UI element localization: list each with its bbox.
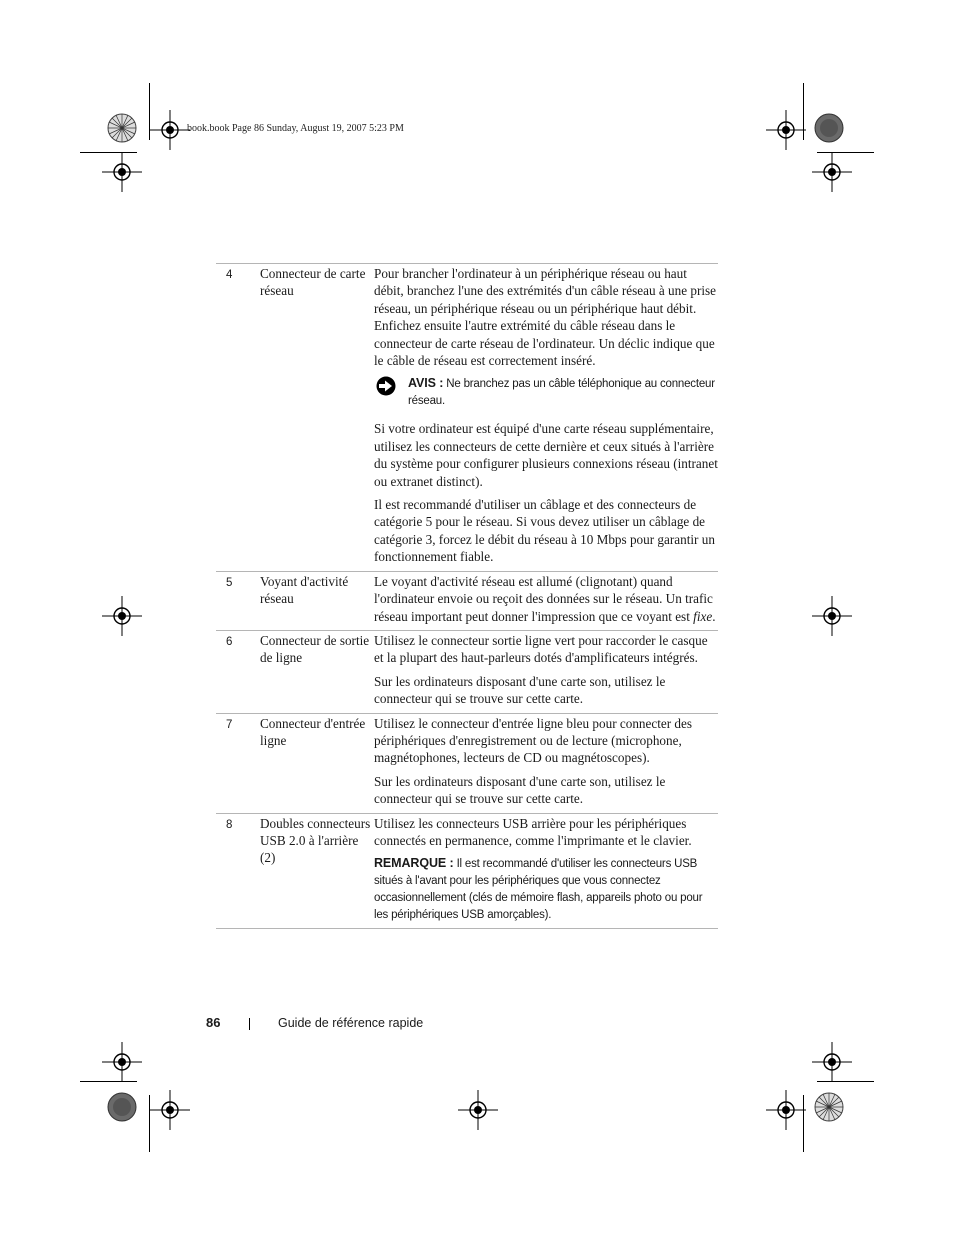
item-number: 6 [216, 630, 260, 713]
item-name: Voyant d'activité réseau [260, 571, 374, 630]
running-footer-title: Guide de référence rapide [278, 1016, 424, 1030]
description-text: Le voyant d'activité réseau est allumé (clignotant) quand l'ordinateur envoie ou reçoit des données sur le réseau. Un trafic réseau important peut donner l'impression que ce voyant est [374, 573, 713, 624]
registration-mark-icon [812, 1042, 852, 1082]
description-text-end: . [712, 608, 716, 624]
item-description [374, 630, 718, 713]
page-number: 86 [206, 1015, 221, 1030]
item-number: 5 [216, 571, 260, 630]
description-paragraph: Il est recommandé d'utiliser un câblage et des connecteurs de catégorie 5 pour le réseau. Si vous devez utiliser un câblage de catégorie 3, forcez le débit du réseau à 10 Mbps pour garantir un fonctionnement fiable. [374, 497, 715, 565]
color-target-icon [814, 113, 844, 143]
description-paragraph: Sur les ordinateurs disposant d'une carte son, utilisez le connecteur qui se trouve sur cette carte. [374, 673, 666, 707]
notice-label: AVIS : [408, 376, 444, 391]
notice-body: Ne branchez pas un câble téléphonique au connecteur réseau. [408, 378, 715, 408]
item-name: Connecteur de sortie de ligne [260, 630, 374, 713]
registration-mark-icon [102, 1042, 142, 1082]
starburst-target-icon [107, 113, 137, 143]
description-italic: fixe [693, 608, 713, 624]
table-row [216, 630, 718, 713]
registration-mark-icon [150, 1090, 190, 1130]
notice-text [408, 375, 718, 410]
registration-mark-icon [766, 1090, 806, 1130]
remark [374, 855, 718, 924]
item-name: Connecteur d'entrée ligne [260, 713, 374, 813]
item-name: Doubles connecteurs USB 2.0 à l'arrière (2) [260, 813, 374, 929]
table-row [216, 264, 718, 572]
item-description [374, 813, 718, 929]
description-paragraph [374, 573, 718, 625]
item-number: 7 [216, 713, 260, 813]
notice-arrow-icon [374, 375, 408, 410]
registration-mark-icon [150, 110, 190, 150]
registration-mark-icon [766, 110, 806, 150]
footer-divider [249, 1018, 250, 1030]
description-paragraph: Si votre ordinateur est équipé d'une carte réseau supplémentaire, utilisez les connecteurs de cette dernière et ceux situés à l'arrière du système pour configurer plusieurs connexions réseau (intranet ou extranet distinct). [374, 421, 718, 489]
item-description [374, 264, 718, 572]
color-target-icon [107, 1092, 137, 1122]
registration-mark-icon [102, 596, 142, 636]
notice [374, 375, 718, 410]
item-number: 8 [216, 813, 260, 929]
registration-mark-icon [812, 596, 852, 636]
registration-mark-icon [102, 152, 142, 192]
description-paragraph: Utilisez les connecteurs USB arrière pour les périphériques connectés en permanence, comme l'imprimante et le clavier. [374, 815, 692, 848]
item-description [374, 571, 718, 630]
item-description [374, 713, 718, 813]
description-paragraph: Utilisez le connecteur sortie ligne vert pour raccorder le casque et la plupart des haut-parleurs dotés d'amplificateurs intégrés. [374, 632, 708, 666]
description-paragraph: Pour brancher l'ordinateur à un périphérique réseau ou haut débit, branchez l'une des extrémités d'un câble réseau à une prise réseau, un périphérique réseau ou un périphérique haut débit. Enfichez ensuite l'autre extrémité du câble réseau dans le connecteur de carte réseau de l'ordinateur. Un déclic indique que le câble de réseau est correctement inséré. [374, 266, 716, 369]
connector-table [216, 263, 718, 929]
table-row [216, 813, 718, 929]
remark-body: Il est recommandé d'utiliser les connecteurs USB situés à l'avant pour les périphériques que vous connectez occasionnellement (clés de mémoire flash, appareils photo ou pour les périphériques USB amorçables). [374, 858, 703, 922]
item-name: Connecteur de carte réseau [260, 264, 374, 572]
registration-mark-icon [812, 152, 852, 192]
description-paragraph: Utilisez le connecteur d'entrée ligne bleu pour connecter des périphériques d'enregistrement ou de lecture (microphone, magnétophones, lecteurs de CD ou magnétoscopes). [374, 715, 693, 766]
print-header: book.book Page 86 Sunday, August 19, 2007 5:23 PM [187, 123, 404, 134]
item-number: 4 [216, 264, 260, 572]
table-row [216, 713, 718, 813]
starburst-target-icon [814, 1092, 844, 1122]
registration-mark-icon [458, 1090, 498, 1130]
description-paragraph: Sur les ordinateurs disposant d'une carte son, utilisez le connecteur qui se trouve sur cette carte. [374, 773, 666, 807]
remark-label: REMARQUE : [374, 856, 454, 871]
table-row [216, 571, 718, 630]
